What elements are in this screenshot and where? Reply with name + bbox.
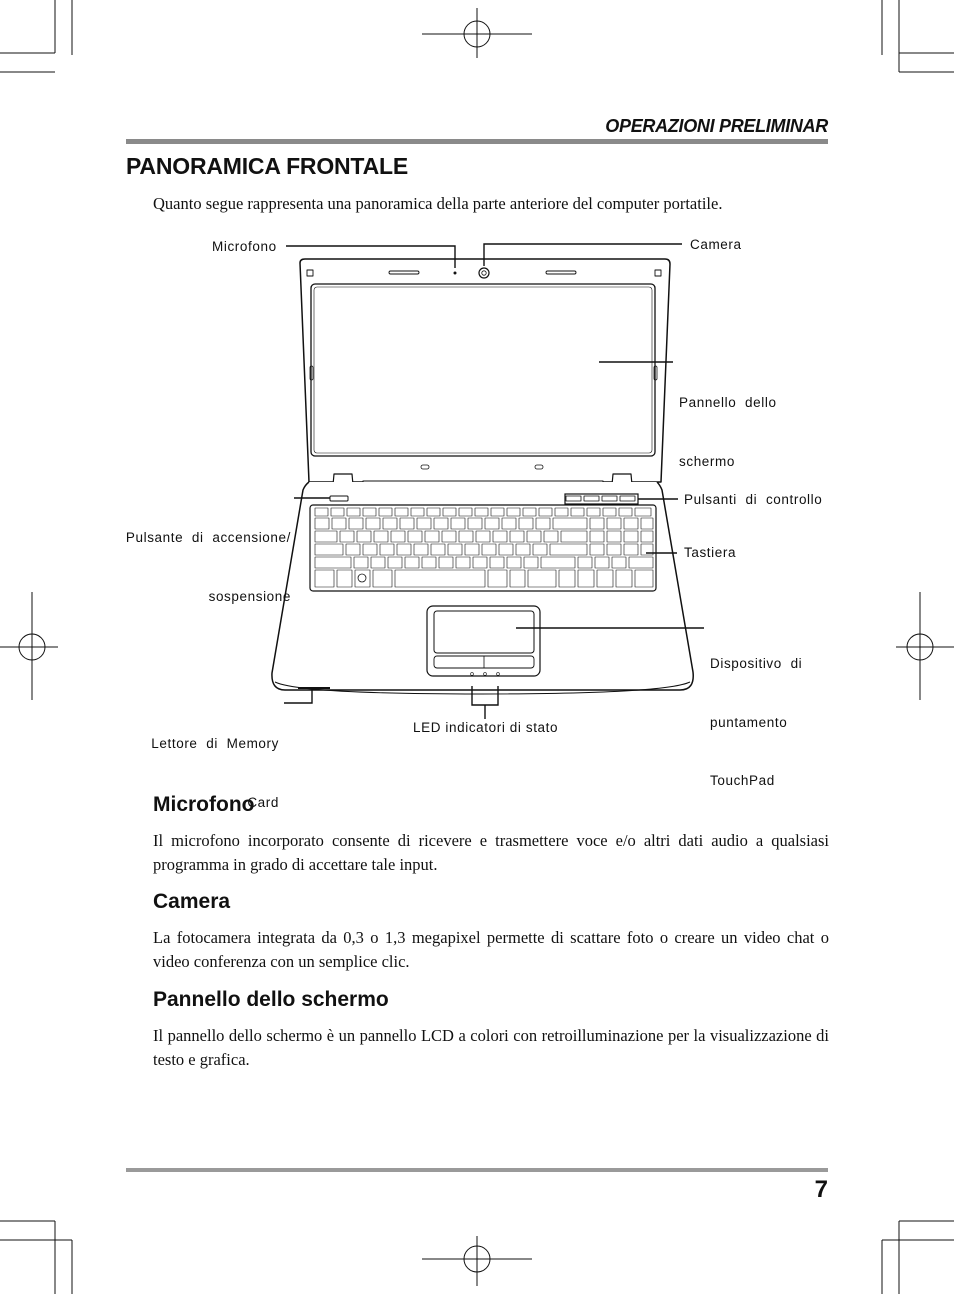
- section-heading-camera: Camera: [153, 890, 231, 913]
- intro-paragraph: Quanto segue rappresenta una panoramica della parte anteriore del computer portatile.: [153, 194, 723, 213]
- callout-memory-line1: Lettore di Memory: [151, 736, 279, 751]
- callout-pannello-line2: schermo: [679, 453, 735, 469]
- running-header: OPERAZIONI PRELIMINAR: [605, 116, 828, 136]
- callout-touchpad: [710, 615, 802, 810]
- callout-touchpad-line2: puntamento: [710, 714, 788, 730]
- laptop-illustration: [272, 259, 693, 694]
- callout-pulsanti-controllo: Pulsanti di controllo: [684, 492, 823, 507]
- callout-pannello: [679, 354, 777, 491]
- callout-pulsante-line2: sospensione: [208, 588, 291, 604]
- page-number: 7: [814, 1176, 828, 1203]
- callout-memory-line2: Card: [247, 794, 279, 810]
- page-title: PANORAMICA FRONTALE: [126, 153, 408, 179]
- section-body-camera: La fotocamera integrata da 0,3 o 1,3 megapixel permette di scattare foto o creare un video chat o video conferenza con un semplice clic.: [153, 928, 829, 971]
- callout-touchpad-line3: TouchPad: [710, 773, 775, 788]
- header-rule: [126, 139, 828, 144]
- section-heading-pannello: Pannello dello schermo: [153, 988, 389, 1011]
- callout-pulsante-accensione: [110, 489, 291, 626]
- callout-led: LED indicatori di stato: [413, 720, 559, 735]
- footer-rule: [126, 1168, 828, 1172]
- callout-pulsante-line1: Pulsante di accensione/: [125, 530, 291, 545]
- callout-pannello-line1: Pannello dello: [679, 395, 777, 410]
- section-body-pannello: Il pannello dello schermo è un pannello LCD a colori con retroilluminazione per la visualizzazione di testo e grafica.: [153, 1026, 829, 1069]
- section-body-microfono: Il microfono incorporato consente di ricevere e trasmettere voce e/o altri dati audio a qualsiasi programma in grado di accettare tale input.: [153, 831, 829, 874]
- callout-touchpad-line1: Dispositivo di: [710, 656, 803, 671]
- section-heading-microfono: Microfono: [153, 793, 255, 816]
- callout-tastiera: Tastiera: [684, 545, 737, 560]
- callout-camera: Camera: [690, 237, 742, 252]
- callout-microfono: Microfono: [212, 239, 277, 254]
